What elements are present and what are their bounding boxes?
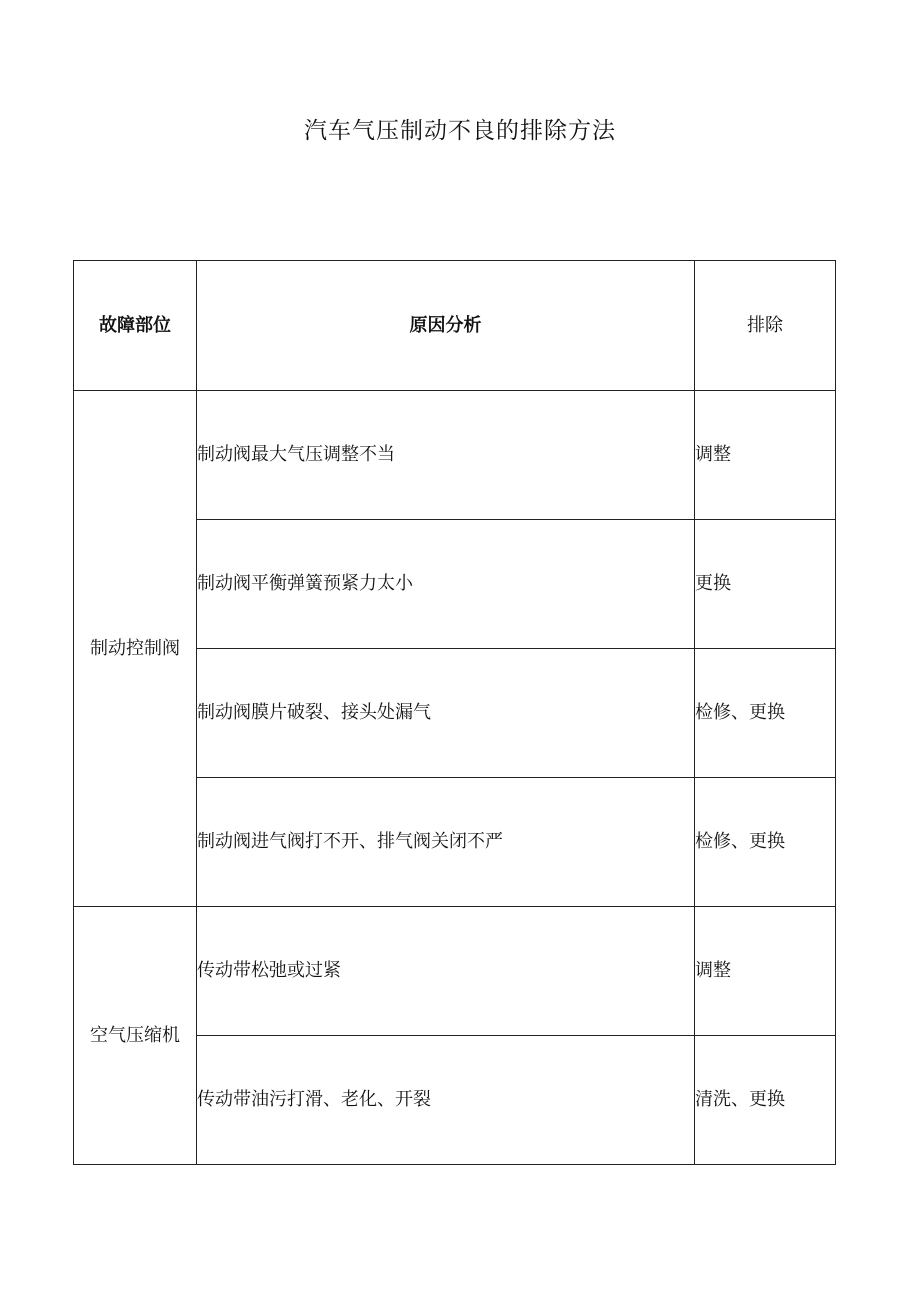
table-row [74,907,836,1036]
remedy-cell: 调整 [695,907,836,1036]
fault-part-cell: 空气压缩机 [74,907,197,1165]
remedy-cell: 清洗、更换 [695,1036,836,1165]
remedy-cell: 检修、更换 [695,649,836,778]
header-cause-analysis: 原因分析 [197,261,695,391]
header-remedy: 排除 [695,261,836,391]
fault-part-cell: 制动控制阀 [74,391,197,907]
page-title: 汽车气压制动不良的排除方法 [304,118,616,144]
table-row [74,391,836,520]
cause-cell: 传动带油污打滑、老化、开裂 [197,1036,695,1165]
cause-cell: 制动阀膜片破裂、接头处漏气 [197,649,695,778]
cause-cell: 制动阀最大气压调整不当 [197,391,695,520]
remedy-cell: 更换 [695,520,836,649]
remedy-cell: 调整 [695,391,836,520]
cause-cell: 传动带松弛或过紧 [197,907,695,1036]
cause-cell: 制动阀平衡弹簧预紧力太小 [197,520,695,649]
table-header-row [74,261,836,391]
cause-cell: 制动阀进气阀打不开、排气阀关闭不严 [197,778,695,907]
remedy-cell: 检修、更换 [695,778,836,907]
header-fault-part: 故障部位 [74,261,197,391]
fault-table [73,260,836,1165]
